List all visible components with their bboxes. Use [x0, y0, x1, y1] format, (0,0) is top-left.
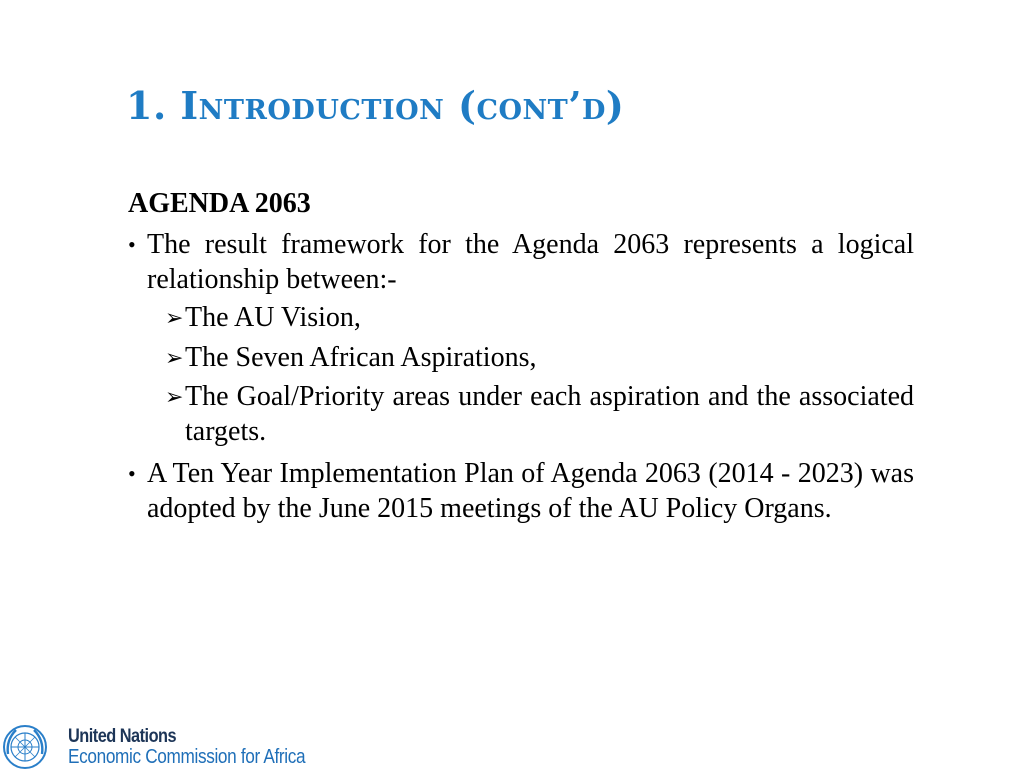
org-name-line2: Economic Commission for Africa — [68, 746, 306, 768]
sub-item-text: The AU Vision, — [185, 302, 361, 333]
bullet-text: The result framework for the Agenda 2063 represents a logical relationship between:- — [147, 229, 914, 295]
sub-item-au-vision — [147, 301, 914, 336]
slide-content — [128, 186, 914, 534]
bullet-list — [128, 228, 914, 526]
bullet-item-framework — [128, 228, 914, 449]
bullet-marker-icon: • — [128, 461, 136, 486]
org-name-line1: United Nations — [68, 726, 177, 747]
sub-item-aspirations — [147, 341, 914, 376]
section-heading: AGENDA 2063 — [128, 188, 311, 219]
sub-item-goal-priority — [147, 380, 914, 449]
bullet-marker-icon: • — [128, 232, 136, 257]
bullet-text: A Ten Year Implementation Plan of Agenda 2063 (2014 - 2023) was adopted by the June 2015 meetings of the AU Policy Organs. — [147, 458, 914, 524]
sub-item-text: The Seven African Aspirations, — [185, 341, 537, 373]
arrow-bullet-icon: ➢ — [165, 344, 184, 370]
bullet-item-implementation-plan — [128, 457, 914, 526]
sub-bullet-list — [147, 301, 914, 449]
arrow-bullet-icon: ➢ — [165, 384, 184, 409]
un-emblem-icon — [2, 724, 48, 770]
slide-title: 1. Introduction (cont’d) — [126, 83, 625, 128]
arrow-bullet-icon: ➢ — [165, 305, 184, 330]
footer-logo — [0, 718, 340, 768]
sub-item-text: The Goal/Priority areas under each aspiration and the associated targets. — [185, 381, 914, 447]
